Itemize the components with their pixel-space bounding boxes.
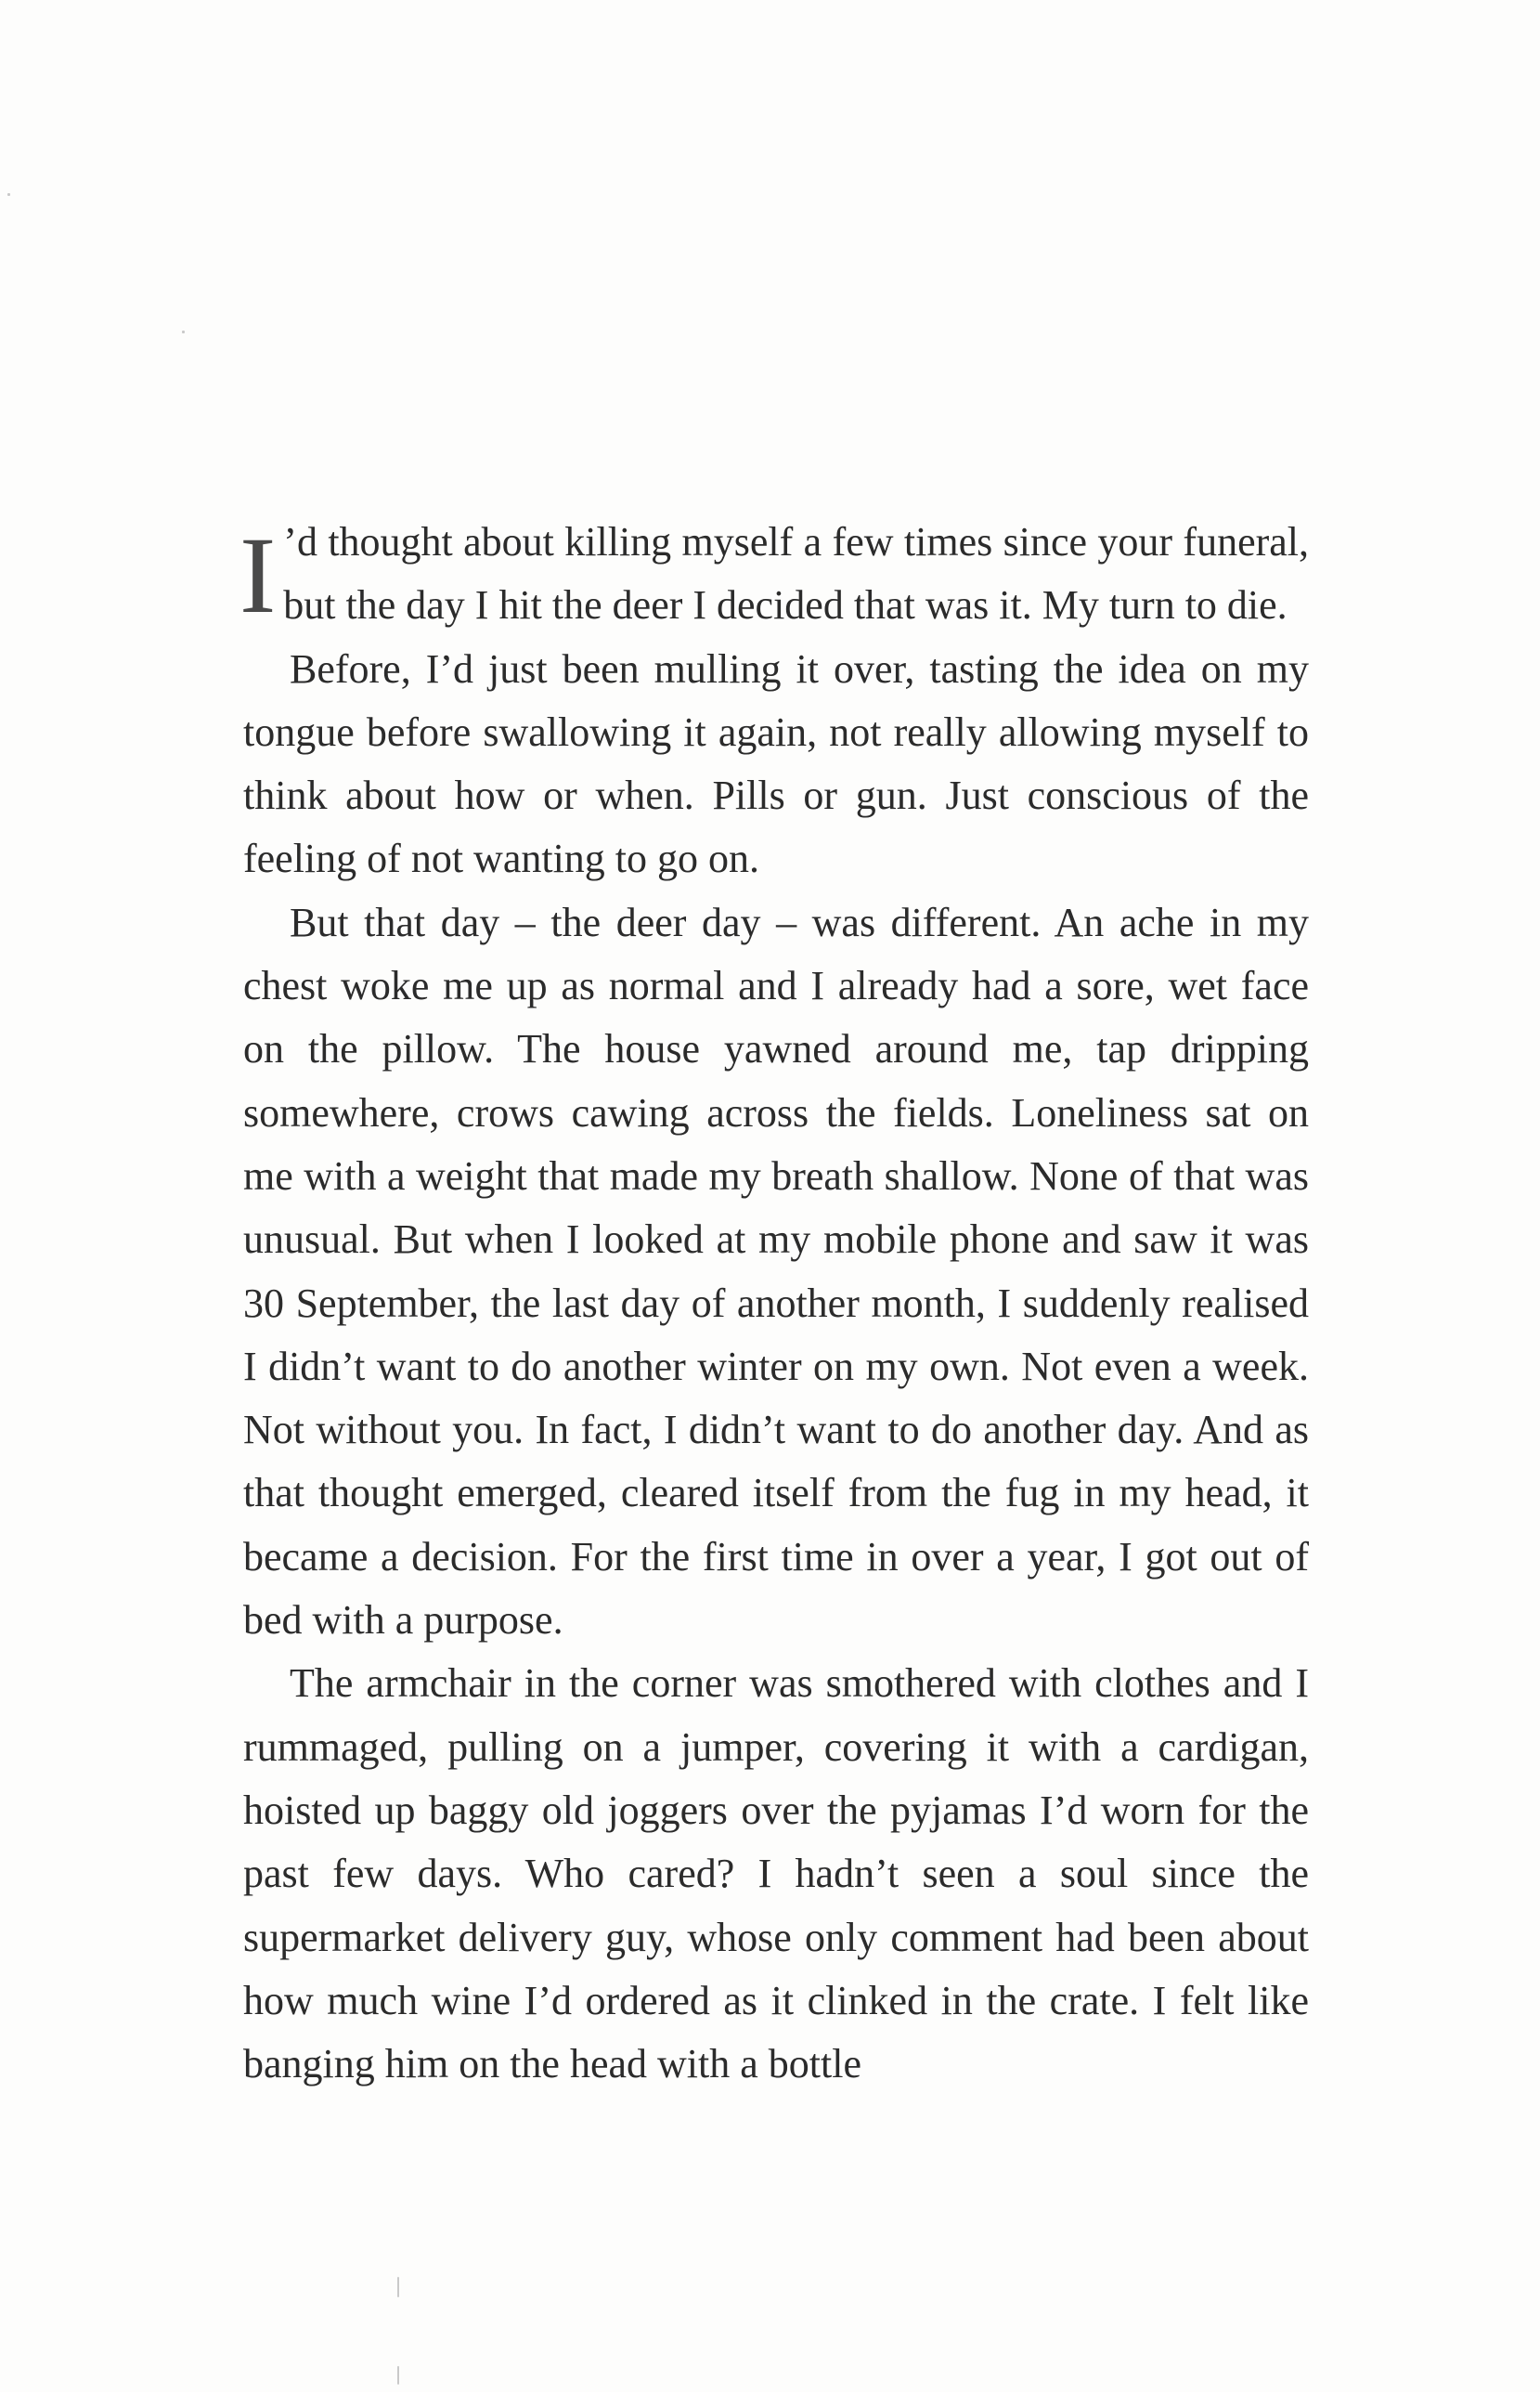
paragraph-1 xyxy=(239,511,1309,638)
paragraph-4: The armchair in the corner was smothered with clothes and I rummaged, pulling on a jumper, covering it with a cardigan, hoisted up baggy old joggers over the pyjamas I’d worn for the past few days. Who cared? I hadn’t seen a soul since the supermarket delivery guy, whose only comment had been about how much wine I’d ordered as it clinked in the crate. I felt like banging him on the head with a bottle xyxy=(243,1660,1309,2087)
paragraph-1-text: ’d thought about killing myself a few times since your funeral, but the day I hit the deer I decided that was it. My turn to die. xyxy=(283,519,1309,629)
scan-speck xyxy=(182,331,185,333)
scan-speck xyxy=(7,193,10,196)
body-text xyxy=(239,511,1309,2096)
paragraph-3: But that day – the deer day – was different. An ache in my chest woke me up as normal and I already had a sore, wet face on the pillow. The house yawned around me, tap dripping somewhere, crows cawing across the fields. Loneliness sat on me with a weight that made my breath shallow. None of that was unusual. But when I looked at my mobile phone and saw it was 30 September, the last day of another month, I suddenly realised I didn’t want to do another winter on my own. Not even a week. Not without you. In fact, I didn’t want to do another day. And as that thought emerged, cleared itself from the fug in my head, it became a decision. For the first time in over a year, I got out of bed with a purpose. xyxy=(243,899,1309,1644)
scan-speck xyxy=(397,2277,399,2297)
scan-speck xyxy=(397,2366,399,2385)
paragraph-2: Before, I’d just been mulling it over, tasting the idea on my tongue before swallowing it again, not really allowing myself to think about how or when. Pills or gun. Just conscious of the feeling of not wanting to go on. xyxy=(243,645,1309,882)
drop-cap: I xyxy=(239,514,277,636)
